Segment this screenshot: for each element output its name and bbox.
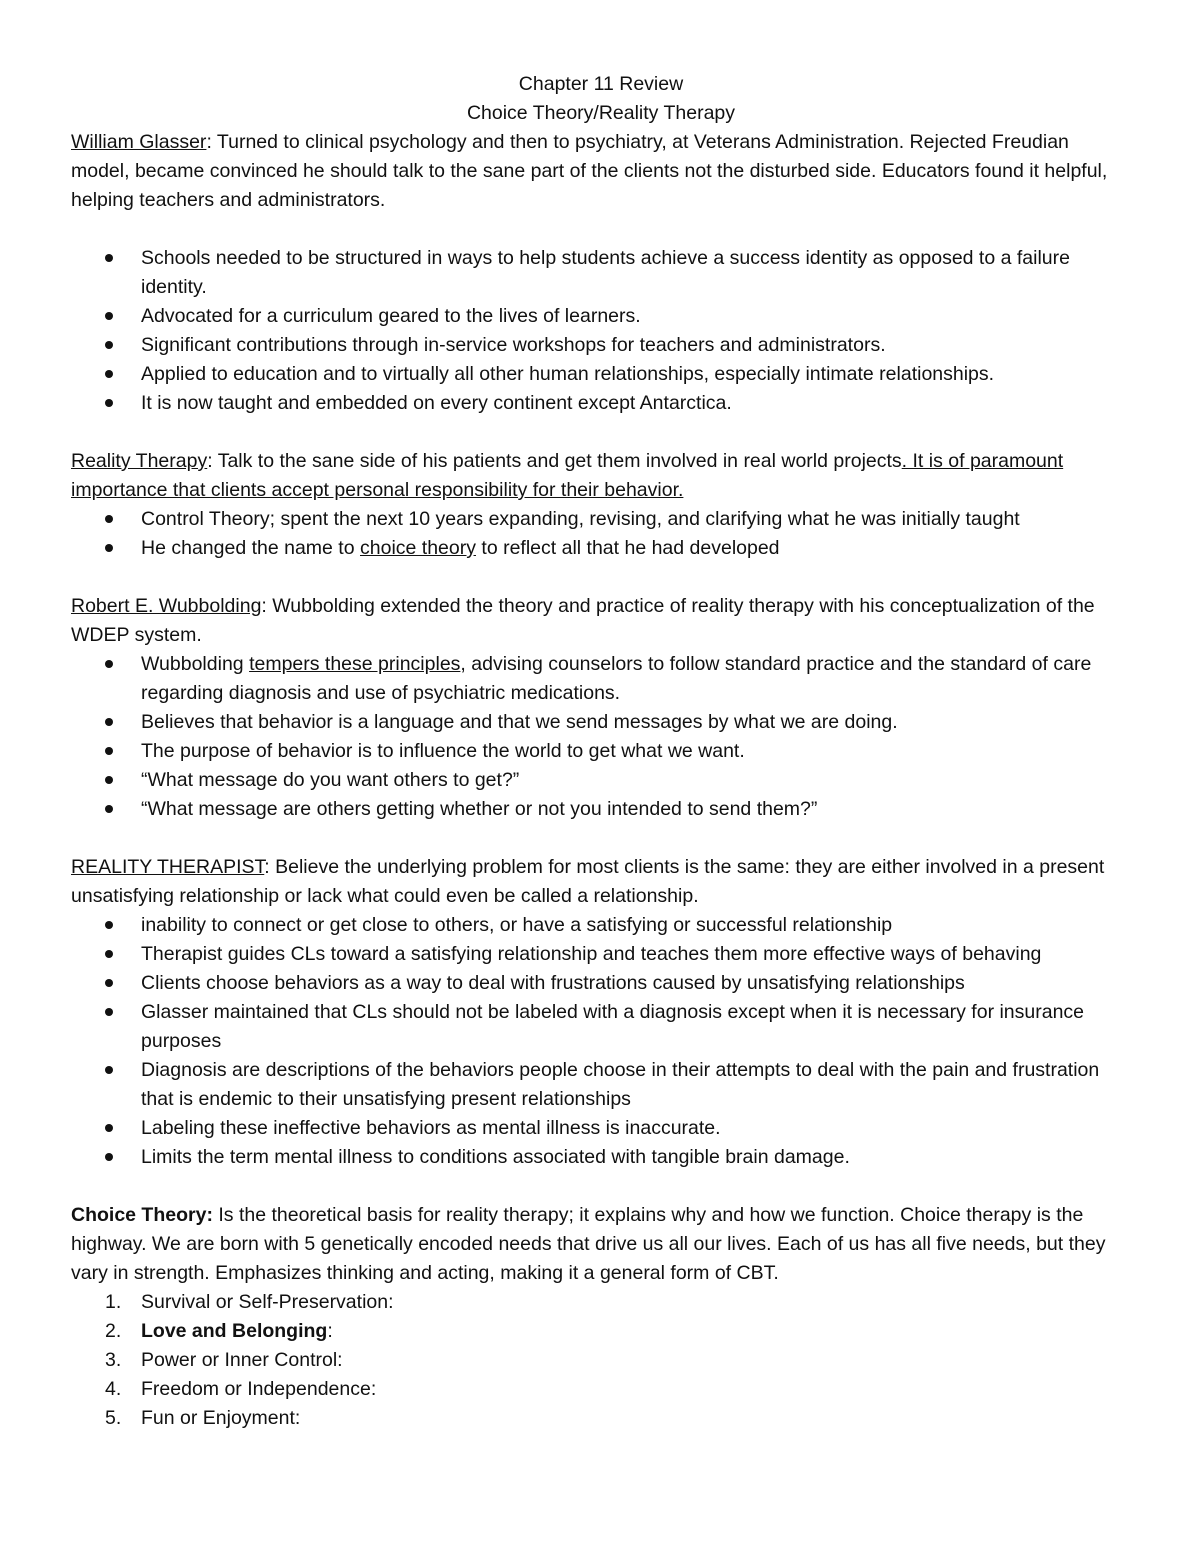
glasser-label: William Glasser <box>71 131 207 153</box>
therapist-list <box>71 911 1131 1172</box>
bullet-icon <box>105 1008 113 1016</box>
list-item: 2. Love and Belonging: <box>105 1320 333 1342</box>
list-item: Believes that behavior is a language and that we send messages by what we are doing. <box>141 708 1131 737</box>
chapter-title: Chapter 11 Review <box>518 73 684 95</box>
bullet-icon <box>105 370 113 378</box>
list-item: inability to connect or get close to others, or have a satisfying or successful relationship <box>141 911 1131 940</box>
list-item: Advocated for a curriculum geared to the lives of learners. <box>141 302 1131 331</box>
bullet-icon <box>105 979 113 987</box>
bullet-icon <box>105 747 113 755</box>
bullet-icon <box>105 312 113 320</box>
bullet-icon <box>105 805 113 813</box>
bullet-icon <box>105 950 113 958</box>
glasser-paragraph <box>71 128 1131 215</box>
list-item: Diagnosis are descriptions of the behaviors people choose in their attempts to deal with the pain and frustration that is endemic to their unsatisfying present relationships <box>141 1056 1131 1114</box>
list-item: Glasser maintained that CLs should not be labeled with a diagnosis except when it is necessary for insurance purposes <box>141 998 1131 1056</box>
list-item: Therapist guides CLs toward a satisfying relationship and teaches them more effective ways of behaving <box>141 940 1131 969</box>
bullet-icon <box>105 718 113 726</box>
bullet-icon <box>105 660 113 668</box>
bullet-icon <box>105 1066 113 1074</box>
bullet-icon <box>105 341 113 349</box>
list-item: Applied to education and to virtually all other human relationships, especially intimate relationships. <box>141 360 1131 389</box>
bullet-icon <box>105 1153 113 1161</box>
list-item: 4. Freedom or Independence: <box>105 1378 377 1400</box>
bullet-icon <box>105 1124 113 1132</box>
bullet-icon <box>105 399 113 407</box>
chapter-subtitle: Choice Theory/Reality Therapy <box>466 102 736 124</box>
list-item: Control Theory; spent the next 10 years expanding, revising, and clarifying what he was initially taught <box>141 505 1131 534</box>
bullet-icon <box>105 921 113 929</box>
bullet-icon <box>105 254 113 262</box>
bullet-icon <box>105 515 113 523</box>
choice-text: Is the theoretical basis for reality therapy; it explains why and how we function. Choice therapy is the highway. We are born with 5 genetically encoded needs that drive us all our lives. Each of us has all five needs, but they vary in strength. Emphasizes thinking and acting, making it a general form of CBT. <box>71 1204 1106 1284</box>
list-item: Labeling these ineffective behaviors as mental illness is inaccurate. <box>141 1114 1131 1143</box>
wubbolding-text: : Wubbolding extended the theory and practice of reality therapy with his conceptualization of the WDEP system. <box>71 595 1095 646</box>
therapist-paragraph <box>71 853 1131 911</box>
wubbolding-paragraph <box>71 592 1131 650</box>
list-item: Limits the term mental illness to conditions associated with tangible brain damage. <box>141 1143 1131 1172</box>
glasser-list <box>71 244 1131 418</box>
document-page <box>71 70 1131 1433</box>
choice-paragraph <box>71 1201 1131 1288</box>
list-item: 5. Fun or Enjoyment: <box>105 1407 301 1429</box>
bullet-icon <box>105 544 113 552</box>
list-item: Clients choose behaviors as a way to deal with frustrations caused by unsatisfying relationships <box>141 969 1131 998</box>
reality-paragraph <box>71 447 1131 505</box>
list-item: The purpose of behavior is to influence the world to get what we want. <box>141 737 1131 766</box>
reality-list <box>71 505 1131 563</box>
list-item: Significant contributions through in-service workshops for teachers and administrators. <box>141 331 1131 360</box>
list-item: “What message are others getting whether or not you intended to send them?” <box>141 795 1131 824</box>
needs-list <box>71 1288 1131 1433</box>
wubbolding-label: Robert E. Wubbolding <box>71 595 262 617</box>
list-item: 3. Power or Inner Control: <box>105 1349 343 1371</box>
reality-text: : Talk to the sane side of his patients and get them involved in real world projects <box>207 450 902 472</box>
reality-underlined: . It is of paramount importance that clients accept personal responsibility for their behavior. <box>71 450 1064 501</box>
list-item: Wubbolding tempers these principles, advising counselors to follow standard practice and the standard of care regarding diagnosis and use of psychiatric medications. <box>141 650 1131 708</box>
list-item: “What message do you want others to get?” <box>141 766 1131 795</box>
therapist-label: REALITY THERAPIST <box>71 856 265 878</box>
glasser-text: : Turned to clinical psychology and then to psychiatry, at Veterans Administration. Rejected Freudian model, became convinced he should talk to the sane part of the clients not the disturbed side. Educators found it helpful, helping teachers and administrators. <box>71 131 1108 211</box>
bullet-icon <box>105 776 113 784</box>
list-item: Schools needed to be structured in ways to help students achieve a success identity as opposed to a failure identity. <box>141 244 1131 302</box>
list-item: 1. Survival or Self-Preservation: <box>105 1291 394 1313</box>
therapist-text: : Believe the underlying problem for most clients is the same: they are either involved in a present unsatisfying relationship or lack what could even be called a relationship. <box>71 856 1105 907</box>
list-item: He changed the name to choice theory to reflect all that he had developed <box>141 534 1131 563</box>
reality-label: Reality Therapy <box>71 450 208 472</box>
list-item: It is now taught and embedded on every continent except Antarctica. <box>141 389 1131 418</box>
choice-label: Choice Theory: <box>71 1204 213 1226</box>
wubbolding-list <box>71 650 1131 824</box>
